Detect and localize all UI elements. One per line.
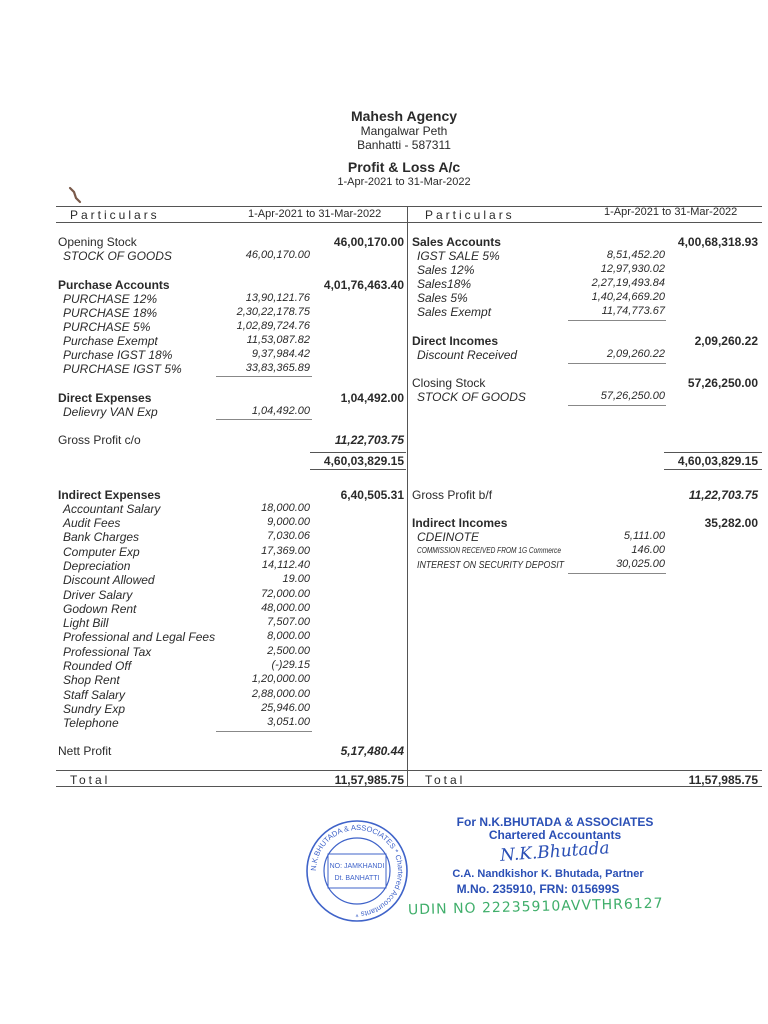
indirect-expense-value: (-)29.15 [271, 659, 310, 671]
sales-item-name: IGST SALE 5% [417, 249, 500, 263]
closing-stock-amount: 57,26,250.00 [687, 376, 758, 390]
left-period-header: 1-Apr-2021 to 31-Mar-2022 [248, 208, 382, 220]
direct-expenses-item-value: 1,04,492.00 [251, 405, 310, 417]
left-total-label: Total [70, 773, 111, 787]
direct-incomes-item-value: 2,09,260.22 [606, 348, 665, 360]
indirect-income-value: 30,025.00 [616, 558, 665, 570]
opening-stock-item-value: 46,00,170.00 [245, 249, 310, 261]
sales-accounts-label: Sales Accounts [412, 235, 501, 249]
indirect-expense-value: 7,507.00 [267, 616, 310, 628]
indirect-expense-name: Accountant Salary [63, 502, 161, 516]
indirect-expense-value: 2,88,000.00 [251, 688, 310, 700]
purchase-item-name: PURCHASE 5% [63, 320, 151, 334]
right-total-label: Total [425, 773, 466, 787]
total-bottom-border [56, 786, 762, 787]
indirect-expense-value: 72,000.00 [261, 588, 310, 600]
indirect-expense-value: 1,20,000.00 [251, 673, 310, 685]
indirect-incomes-label: Indirect Incomes [412, 516, 508, 530]
purchase-item-name: Purchase IGST 18% [63, 348, 173, 362]
indirect-expense-value: 18,000.00 [261, 502, 310, 514]
indirect-expense-value: 3,051.00 [267, 716, 310, 728]
gross-profit-co-label: Gross Profit c/o [58, 433, 141, 447]
left-particulars-header: Particulars [70, 208, 160, 222]
nett-profit-label: Nett Profit [58, 744, 112, 758]
gross-profit-co-amount: 11,22,703.75 [334, 433, 404, 447]
opening-stock-label: Opening Stock [58, 235, 137, 249]
left-subtotal-top-line [310, 452, 406, 453]
sales-item-value: 2,27,19,493.84 [591, 277, 665, 289]
purchase-item-name: PURCHASE 12% [63, 292, 158, 306]
direct-expenses-underline [216, 419, 312, 420]
stamp-line-2: Dt. BANHATTI [334, 875, 380, 882]
sales-underline [568, 320, 666, 321]
direct-expenses-item-name: Delievry VAN Exp [63, 405, 158, 419]
purchase-item-value: 33,83,365.89 [245, 362, 310, 374]
indirect-expense-value: 19.00 [282, 573, 310, 585]
direct-incomes-underline [568, 363, 666, 364]
stamp-ring-text: N.K.BHUTADA & ASSOCIATES * Chartered Accountants * [308, 822, 406, 920]
ca-firm-stamp [302, 818, 412, 924]
indirect-income-name: CDEINOTE [417, 530, 480, 544]
indirect-expense-value: 7,030.06 [267, 530, 310, 542]
gross-profit-bf-label: Gross Profit b/f [412, 488, 493, 502]
indirect-expense-value: 17,369.00 [261, 545, 310, 557]
indirect-expense-name: Professional and Legal Fees [63, 630, 216, 644]
purchase-accounts-amount: 4,01,76,463.40 [323, 278, 404, 292]
indirect-expense-name: Computer Exp [63, 545, 140, 559]
company-name: Mahesh Agency [350, 108, 458, 124]
right-particulars-header: Particulars [425, 208, 515, 222]
indirect-expense-name: Discount Allowed [63, 573, 155, 587]
table-center-divider [407, 206, 408, 786]
company-address-2: Banhatti - 587311 [357, 138, 451, 152]
indirect-income-value: 5,111.00 [623, 530, 665, 542]
indirect-expense-value: 48,000.00 [261, 602, 310, 614]
indirect-expense-name: Telephone [63, 716, 119, 730]
right-subtotal-amount: 4,60,03,829.15 [677, 454, 758, 468]
indirect-expenses-label: Indirect Expenses [58, 488, 161, 502]
purchase-item-name: Purchase Exempt [63, 334, 158, 348]
indirect-expense-value: 2,500.00 [267, 645, 310, 657]
right-period-header: 1-Apr-2021 to 31-Mar-2022 [604, 206, 738, 218]
report-period: 1-Apr-2021 to 31-Mar-2022 [337, 176, 471, 188]
handwritten-signature: N.K.Bhutada [499, 838, 611, 866]
indirect-incomes-amount: 35,282.00 [704, 516, 758, 530]
right-total-amount: 11,57,985.75 [688, 773, 758, 787]
indirect-expense-value: 25,946.00 [261, 702, 310, 714]
indirect-incomes-underline [568, 573, 666, 574]
ca-firm-name: For N.K.BHUTADA & ASSOCIATES [456, 815, 654, 829]
direct-incomes-amount: 2,09,260.22 [694, 334, 758, 348]
pen-mark [66, 186, 84, 206]
closing-stock-underline [568, 405, 666, 406]
right-subtotal-bottom-line [664, 469, 762, 470]
sales-item-value: 8,51,452.20 [606, 249, 665, 261]
table-header-border [56, 222, 762, 223]
direct-incomes-label: Direct Incomes [412, 334, 499, 348]
indirect-expenses-amount: 6,40,505.31 [340, 488, 404, 502]
sales-item-name: Sales 5% [417, 291, 468, 305]
direct-incomes-item-name: Discount Received [417, 348, 518, 362]
stamp-line-1: NO: JAMKHANDI [329, 863, 385, 870]
indirect-income-name: INTEREST ON SECURITY DEPOSIT [417, 560, 565, 571]
sales-item-value: 12,97,930.02 [600, 263, 665, 275]
udin-handwritten: UDIN NO 22235910AVVTHR6127 [407, 895, 664, 919]
indirect-expense-name: Bank Charges [63, 530, 140, 544]
purchase-item-name: PURCHASE IGST 5% [63, 362, 182, 376]
indirect-expense-name: Professional Tax [63, 645, 152, 659]
purchase-item-value: 9,37,984.42 [251, 348, 310, 360]
left-subtotal-bottom-line [310, 469, 406, 470]
sales-item-value: 1,40,24,669.20 [591, 291, 665, 303]
left-total-amount: 11,57,985.75 [334, 773, 404, 787]
sales-item-name: Sales 12% [417, 263, 475, 277]
purchase-item-name: PURCHASE 18% [63, 306, 158, 320]
indirect-income-value: 146.00 [631, 544, 665, 556]
indirect-expense-value: 8,000.00 [267, 630, 310, 642]
sales-item-name: Sales Exempt [417, 305, 492, 319]
indirect-expense-name: Shop Rent [63, 673, 120, 687]
indirect-expense-value: 9,000.00 [267, 516, 310, 528]
purchase-item-value: 2,30,22,178.75 [236, 306, 310, 318]
purchase-accounts-label: Purchase Accounts [58, 278, 170, 292]
sales-item-value: 11,74,773.67 [601, 305, 665, 317]
indirect-expense-value: 14,112.40 [261, 559, 310, 571]
closing-stock-item-value: 57,26,250.00 [600, 390, 665, 402]
nett-profit-amount: 5,17,480.44 [340, 744, 404, 758]
purchase-item-value: 11,53,087.82 [246, 334, 310, 346]
opening-stock-item-name: STOCK OF GOODS [63, 249, 172, 263]
sales-accounts-amount: 4,00,68,318.93 [677, 235, 758, 249]
indirect-expenses-underline [216, 731, 312, 732]
indirect-expense-name: Rounded Off [63, 659, 132, 673]
sales-item-name: Sales18% [417, 277, 472, 291]
indirect-expense-name: Godown Rent [63, 602, 137, 616]
purchase-item-value: 13,90,121.76 [245, 292, 310, 304]
ca-designation: Chartered Accountants [488, 828, 622, 842]
closing-stock-item-name: STOCK OF GOODS [417, 390, 526, 404]
gross-profit-bf-amount: 11,22,703.75 [688, 488, 758, 502]
closing-stock-label: Closing Stock [412, 376, 486, 390]
indirect-expense-name: Depreciation [63, 559, 131, 573]
purchase-item-value: 1,02,89,724.76 [236, 320, 310, 332]
indirect-income-name: COMMISSION RECEIVED FROM 1G Commerce [417, 546, 561, 555]
report-title: Profit & Loss A/c [347, 159, 461, 175]
total-top-border [56, 770, 762, 771]
right-subtotal-top-line [664, 452, 762, 453]
direct-expenses-amount: 1,04,492.00 [340, 391, 404, 405]
indirect-expense-name: Light Bill [63, 616, 109, 630]
indirect-expense-name: Driver Salary [63, 588, 133, 602]
direct-expenses-label: Direct Expenses [58, 391, 152, 405]
indirect-expense-name: Staff Salary [63, 688, 126, 702]
indirect-expense-name: Sundry Exp [63, 702, 126, 716]
left-subtotal-amount: 4,60,03,829.15 [323, 454, 404, 468]
ca-membership-number: M.No. 235910, FRN: 015699S [456, 882, 620, 896]
purchase-underline [216, 376, 312, 377]
indirect-expense-name: Audit Fees [63, 516, 121, 530]
opening-stock-amount: 46,00,170.00 [333, 235, 404, 249]
ca-partner-name: C.A. Nandkishor K. Bhutada, Partner [452, 868, 644, 880]
company-address-1: Mangalwar Peth [360, 124, 448, 138]
